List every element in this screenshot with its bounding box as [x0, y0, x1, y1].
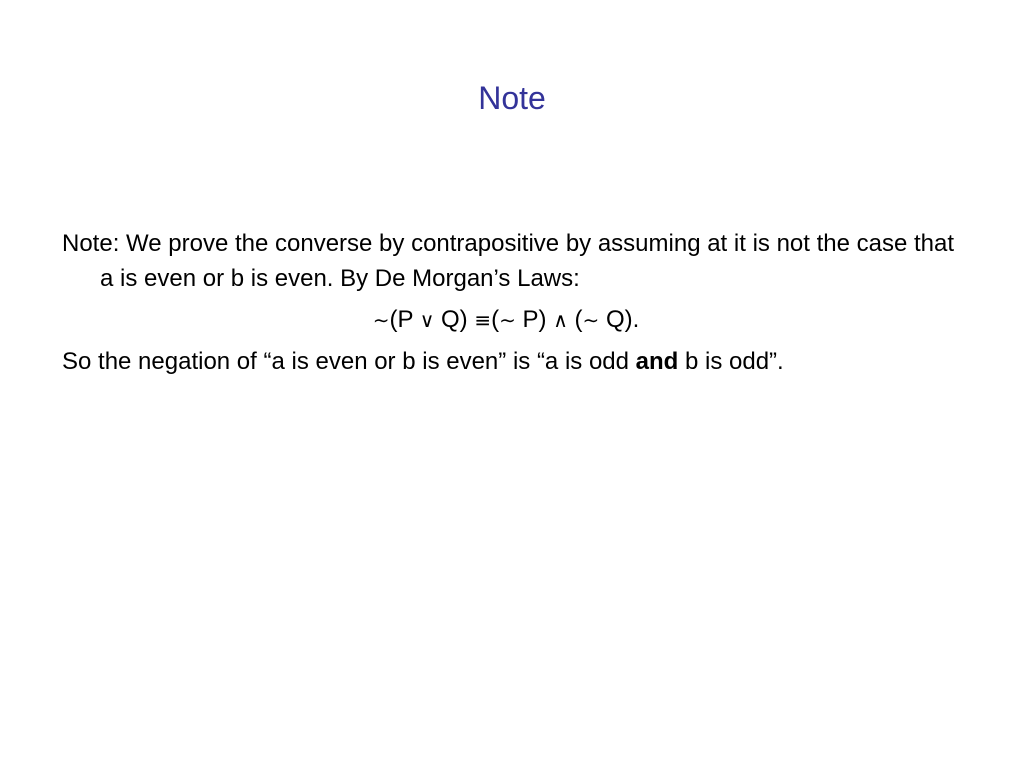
formula-text: Q). [599, 306, 640, 333]
negation-symbol: ∼ [372, 308, 390, 332]
negation-paragraph [62, 344, 962, 379]
negation-text: So the negation of “a is even or b is even” is “a is odd [62, 348, 636, 375]
slide-title: Note [478, 80, 546, 116]
and-symbol: ∧ [553, 308, 568, 332]
slide-body [62, 226, 962, 379]
de-morgan-formula [62, 302, 962, 338]
formula-text: (P [389, 306, 420, 333]
formula-text: P) [515, 306, 554, 333]
formula-text: ( [491, 306, 500, 333]
converse-paragraph: Note: We prove the converse by contrapositive by assuming at it is not the case that a is even or b is even. By De Morgan’s Laws: [62, 230, 955, 292]
negation-symbol: ∼ [582, 308, 600, 332]
negation-text: b is odd”. [678, 348, 784, 375]
negation-symbol: ∼ [499, 308, 516, 332]
formula-text: Q) [434, 306, 475, 333]
equivalence-symbol: ≡ [474, 308, 492, 332]
formula-text: ( [567, 306, 583, 333]
bold-and: and [635, 348, 679, 375]
or-symbol: ∨ [419, 308, 435, 332]
